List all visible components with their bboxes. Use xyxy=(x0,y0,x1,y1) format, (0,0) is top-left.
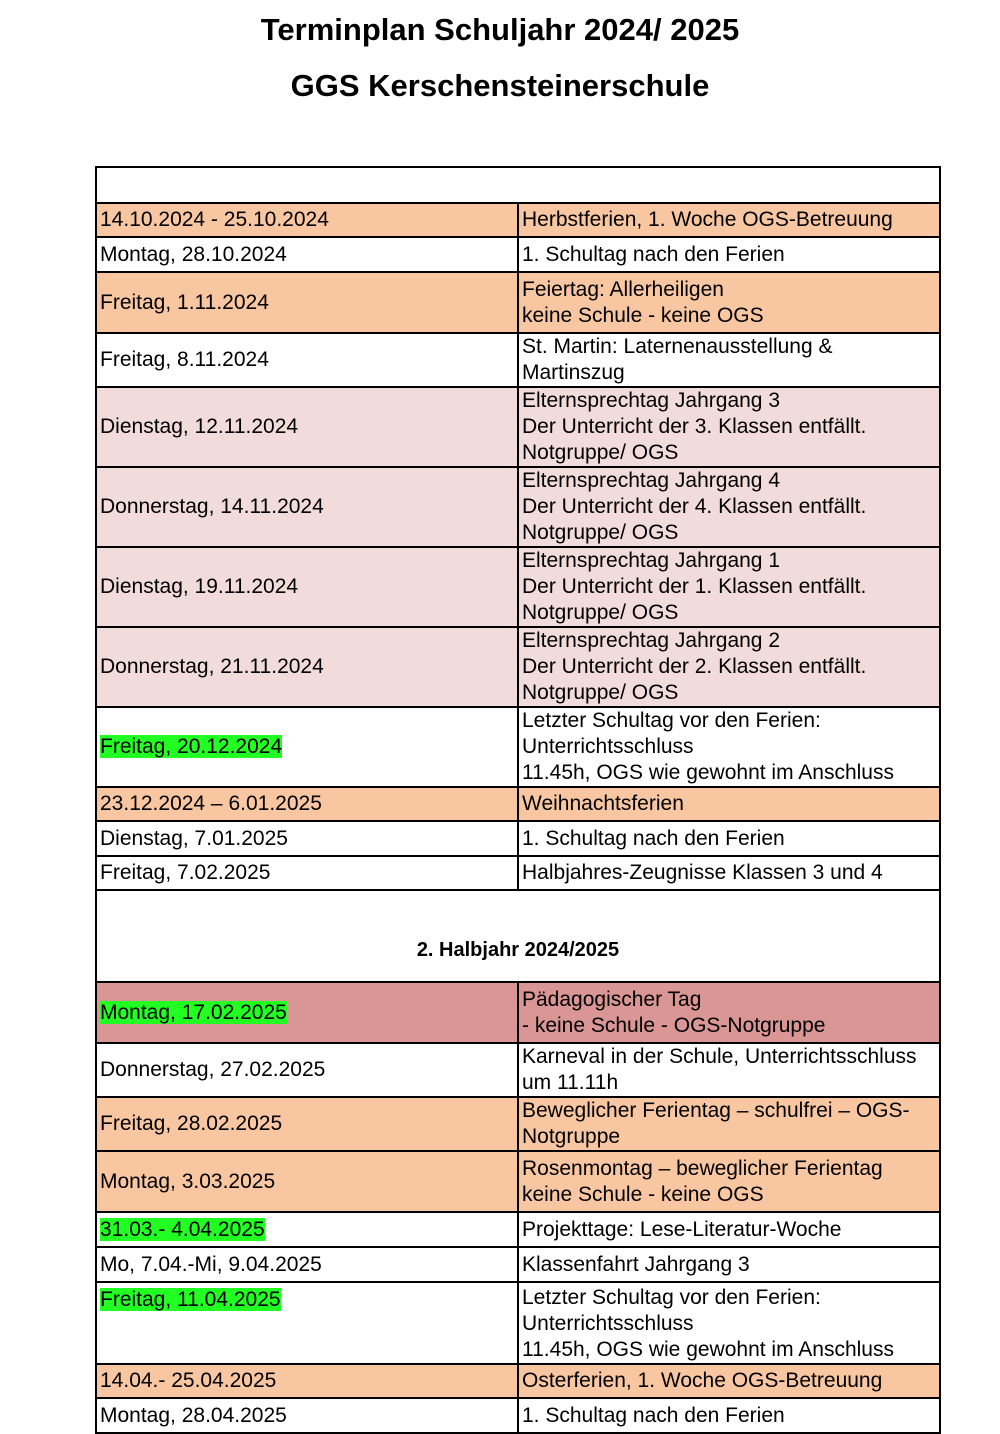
date-text: Donnerstag, 27.02.2025 xyxy=(100,1058,326,1081)
table-row xyxy=(96,1282,940,1364)
date-cell xyxy=(96,1151,518,1212)
date-text: Montag, 28.04.2025 xyxy=(100,1403,287,1427)
date-cell xyxy=(96,333,518,387)
event-cell: Letzter Schultag vor den Ferien: Unterrichtsschluss 11.45h, OGS wie gewohnt im Anschluss xyxy=(518,707,940,787)
event-cell: Letzter Schultag vor den Ferien: Unterrichtsschluss 11.45h, OGS wie gewohnt im Anschluss xyxy=(518,1282,940,1364)
date-text: 23.12.2024 – 6.01.2025 xyxy=(100,792,322,815)
table-row xyxy=(96,333,940,387)
document-subtitle: GGS Kerschensteinerschule xyxy=(290,68,710,103)
date-cell xyxy=(96,821,518,856)
date-text: 14.10.2024 - 25.10.2024 xyxy=(100,208,329,231)
date-cell xyxy=(96,467,518,547)
date-cell xyxy=(96,787,518,821)
date-text-highlighted: 31.03.- 4.04.2025 xyxy=(100,1217,265,1241)
date-cell xyxy=(96,707,518,787)
document-title: Terminplan Schuljahr 2024/ 2025 xyxy=(260,12,740,47)
date-cell xyxy=(96,237,518,272)
table-row xyxy=(96,1151,940,1212)
event-cell: Herbstferien, 1. Woche OGS-Betreuung xyxy=(518,203,940,237)
date-text: Freitag, 28.02.2025 xyxy=(100,1112,283,1135)
date-cell xyxy=(96,1398,518,1433)
event-cell: Elternsprechtag Jahrgang 4 Der Unterricht der 4. Klassen entfällt. Notgruppe/ OGS xyxy=(518,467,940,547)
date-text-highlighted: Freitag, 20.12.2024 xyxy=(100,735,283,758)
date-cell xyxy=(96,1212,518,1247)
date-cell xyxy=(96,547,518,627)
date-text-highlighted: Freitag, 11.04.2025 xyxy=(100,1288,281,1311)
date-cell xyxy=(96,627,518,707)
date-text: Mo, 7.04.-Mi, 9.04.2025 xyxy=(100,1252,322,1276)
date-text: Dienstag, 7.01.2025 xyxy=(100,826,288,850)
table-row xyxy=(96,467,940,547)
date-cell xyxy=(96,1097,518,1151)
event-cell: Feiertag: Allerheiligen keine Schule - keine OGS xyxy=(518,272,940,333)
table-row xyxy=(96,237,940,272)
date-cell xyxy=(96,1364,518,1398)
event-cell: Elternsprechtag Jahrgang 1 Der Unterricht der 1. Klassen entfällt. Notgruppe/ OGS xyxy=(518,547,940,627)
date-text: Donnerstag, 21.11.2024 xyxy=(100,655,324,678)
event-cell: Elternsprechtag Jahrgang 2 Der Unterricht der 2. Klassen entfällt. Notgruppe/ OGS xyxy=(518,627,940,707)
date-cell xyxy=(96,1247,518,1282)
event-cell: Beweglicher Ferientag – schulfrei – OGS-Notgruppe xyxy=(518,1097,940,1151)
table-row xyxy=(96,387,940,467)
section-heading: 2. Halbjahr 2024/2025 xyxy=(96,890,940,982)
table-row xyxy=(96,1364,940,1398)
table-row xyxy=(96,547,940,627)
schedule-table-body xyxy=(96,167,940,1433)
event-cell: Pädagogischer Tag - keine Schule - OGS-Notgruppe xyxy=(518,982,940,1043)
date-cell xyxy=(96,203,518,237)
table-row xyxy=(96,627,940,707)
section-heading-row xyxy=(96,890,940,982)
table-row xyxy=(96,856,940,890)
table-row xyxy=(96,1097,940,1151)
event-cell: Weihnachtsferien xyxy=(518,787,940,821)
table-row xyxy=(96,707,940,787)
date-cell xyxy=(96,1043,518,1097)
date-text: Donnerstag, 14.11.2024 xyxy=(100,495,324,518)
event-cell: Elternsprechtag Jahrgang 3 Der Unterricht der 3. Klassen entfällt. Notgruppe/ OGS xyxy=(518,387,940,467)
table-header-empty-row xyxy=(96,167,940,203)
table-row xyxy=(96,821,940,856)
date-cell xyxy=(96,982,518,1043)
event-cell: Projekttage: Lese-Literatur-Woche xyxy=(518,1212,940,1247)
event-cell: St. Martin: Laternenausstellung & Martinszug xyxy=(518,333,940,387)
table-row xyxy=(96,1398,940,1433)
table-row xyxy=(96,203,940,237)
date-text: Dienstag, 19.11.2024 xyxy=(100,575,299,598)
event-cell: 1. Schultag nach den Ferien xyxy=(518,237,940,272)
schedule-table xyxy=(95,166,941,1434)
empty-header-cell xyxy=(96,167,940,203)
date-text: Freitag, 1.11.2024 xyxy=(100,290,269,314)
date-text: Dienstag, 12.11.2024 xyxy=(100,415,299,438)
table-row xyxy=(96,1247,940,1282)
table-row xyxy=(96,272,940,333)
event-cell: Rosenmontag – beweglicher Ferientag keine Schule - keine OGS xyxy=(518,1151,940,1212)
event-cell: Klassenfahrt Jahrgang 3 xyxy=(518,1247,940,1282)
event-cell: 1. Schultag nach den Ferien xyxy=(518,1398,940,1433)
date-text: 14.04.- 25.04.2025 xyxy=(100,1369,277,1392)
date-cell xyxy=(96,272,518,333)
event-cell: Osterferien, 1. Woche OGS-Betreuung xyxy=(518,1364,940,1398)
date-text: Montag, 3.03.2025 xyxy=(100,1169,276,1193)
event-cell: Karneval in der Schule, Unterrichtsschluss um 11.11h xyxy=(518,1043,940,1097)
date-text: Freitag, 7.02.2025 xyxy=(100,861,271,884)
date-cell xyxy=(96,856,518,890)
date-text: Montag, 28.10.2024 xyxy=(100,242,287,266)
table-row xyxy=(96,1043,940,1097)
date-text: Freitag, 8.11.2024 xyxy=(100,348,269,371)
table-row xyxy=(96,1212,940,1247)
date-text-highlighted: Montag, 17.02.2025 xyxy=(100,1000,287,1024)
event-cell: Halbjahres-Zeugnisse Klassen 3 und 4 xyxy=(518,856,940,890)
event-cell: 1. Schultag nach den Ferien xyxy=(518,821,940,856)
date-cell xyxy=(96,387,518,467)
table-row xyxy=(96,982,940,1043)
table-row xyxy=(96,787,940,821)
date-cell xyxy=(96,1282,518,1364)
